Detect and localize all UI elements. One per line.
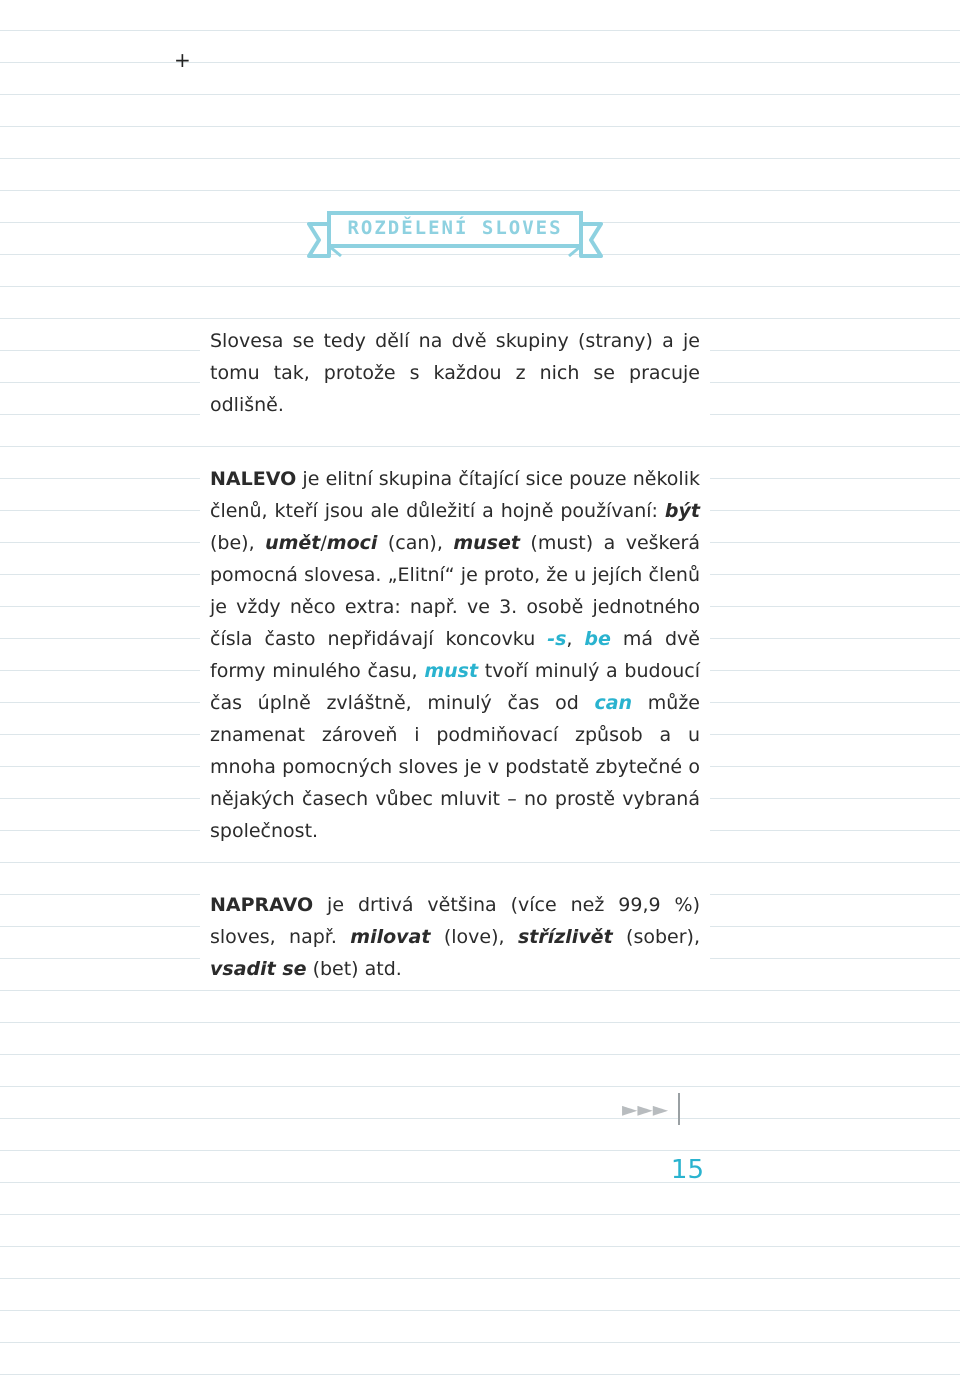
text-run: může znamenat zároveň i podmiňovací způsob a u mnoha pomocných sloves je v podstatě zbytečné o nějakých časech vůbec mluvit – no prostě vybraná společnost. — [210, 692, 700, 842]
highlight-can: can — [594, 692, 633, 714]
paragraph-napravo — [200, 884, 710, 990]
text-run: tvoří minulý a budoucí čas úplně zvláštně, minulý čas od — [210, 660, 700, 714]
body-text — [200, 320, 710, 990]
highlight-must: must — [424, 660, 479, 682]
nalevo-label: NALEVO — [210, 468, 297, 490]
highlight-be: be — [584, 628, 611, 650]
text-run: má dvě formy minulého času, — [210, 628, 700, 682]
verb-strizlivet: střízlivět — [517, 926, 613, 948]
text-run: (sober), — [612, 926, 700, 948]
highlight-s: -s — [547, 628, 567, 650]
section-title: ROZDĚLENÍ SLOVES — [347, 217, 563, 239]
intro-text: Slovesa se tedy dělí na dvě skupiny (strany) a je tomu tak, protože s každou z nich se pracuje odlišně. — [210, 330, 700, 416]
paragraph-intro — [200, 320, 710, 426]
verb-muset: muset — [453, 532, 520, 554]
text-run: (love), — [430, 926, 518, 948]
text-run: (bet) atd. — [306, 958, 402, 980]
text-run: (must) a veškerá pomocná slovesa. „Elitní“ je proto, že u jejích členů je vždy něco extra: např. ve 3. osobě jednotného čísla často nepřidávají koncovku — [210, 532, 700, 650]
verb-milovat: milovat — [350, 926, 431, 948]
page-number: 15 — [670, 1155, 704, 1185]
text-run: je elitní skupina čítající sice pouze několik členů, kteří jsou ale důležití a hojně používaní: — [210, 468, 700, 522]
verb-moci: moci — [326, 532, 378, 554]
text-run: (can), — [377, 532, 454, 554]
next-page-indicator — [622, 1092, 680, 1126]
verb-vsadit-se: vsadit se — [210, 958, 307, 980]
play-arrows-icon: ►►► — [622, 1097, 669, 1121]
text-run: je drtivá většina (více než 99,9 %) sloves, např. — [210, 894, 700, 948]
verb-byt: být — [664, 500, 700, 522]
bar-divider — [678, 1093, 680, 1125]
verb-umet: umět — [265, 532, 321, 554]
text-run: / — [320, 532, 327, 554]
text-run: , — [566, 628, 585, 650]
crop-mark: + — [174, 48, 191, 72]
napravo-label: NAPRAVO — [210, 894, 314, 916]
paragraph-nalevo — [200, 458, 710, 852]
text-run: (be), — [210, 532, 266, 554]
section-banner — [307, 210, 603, 260]
